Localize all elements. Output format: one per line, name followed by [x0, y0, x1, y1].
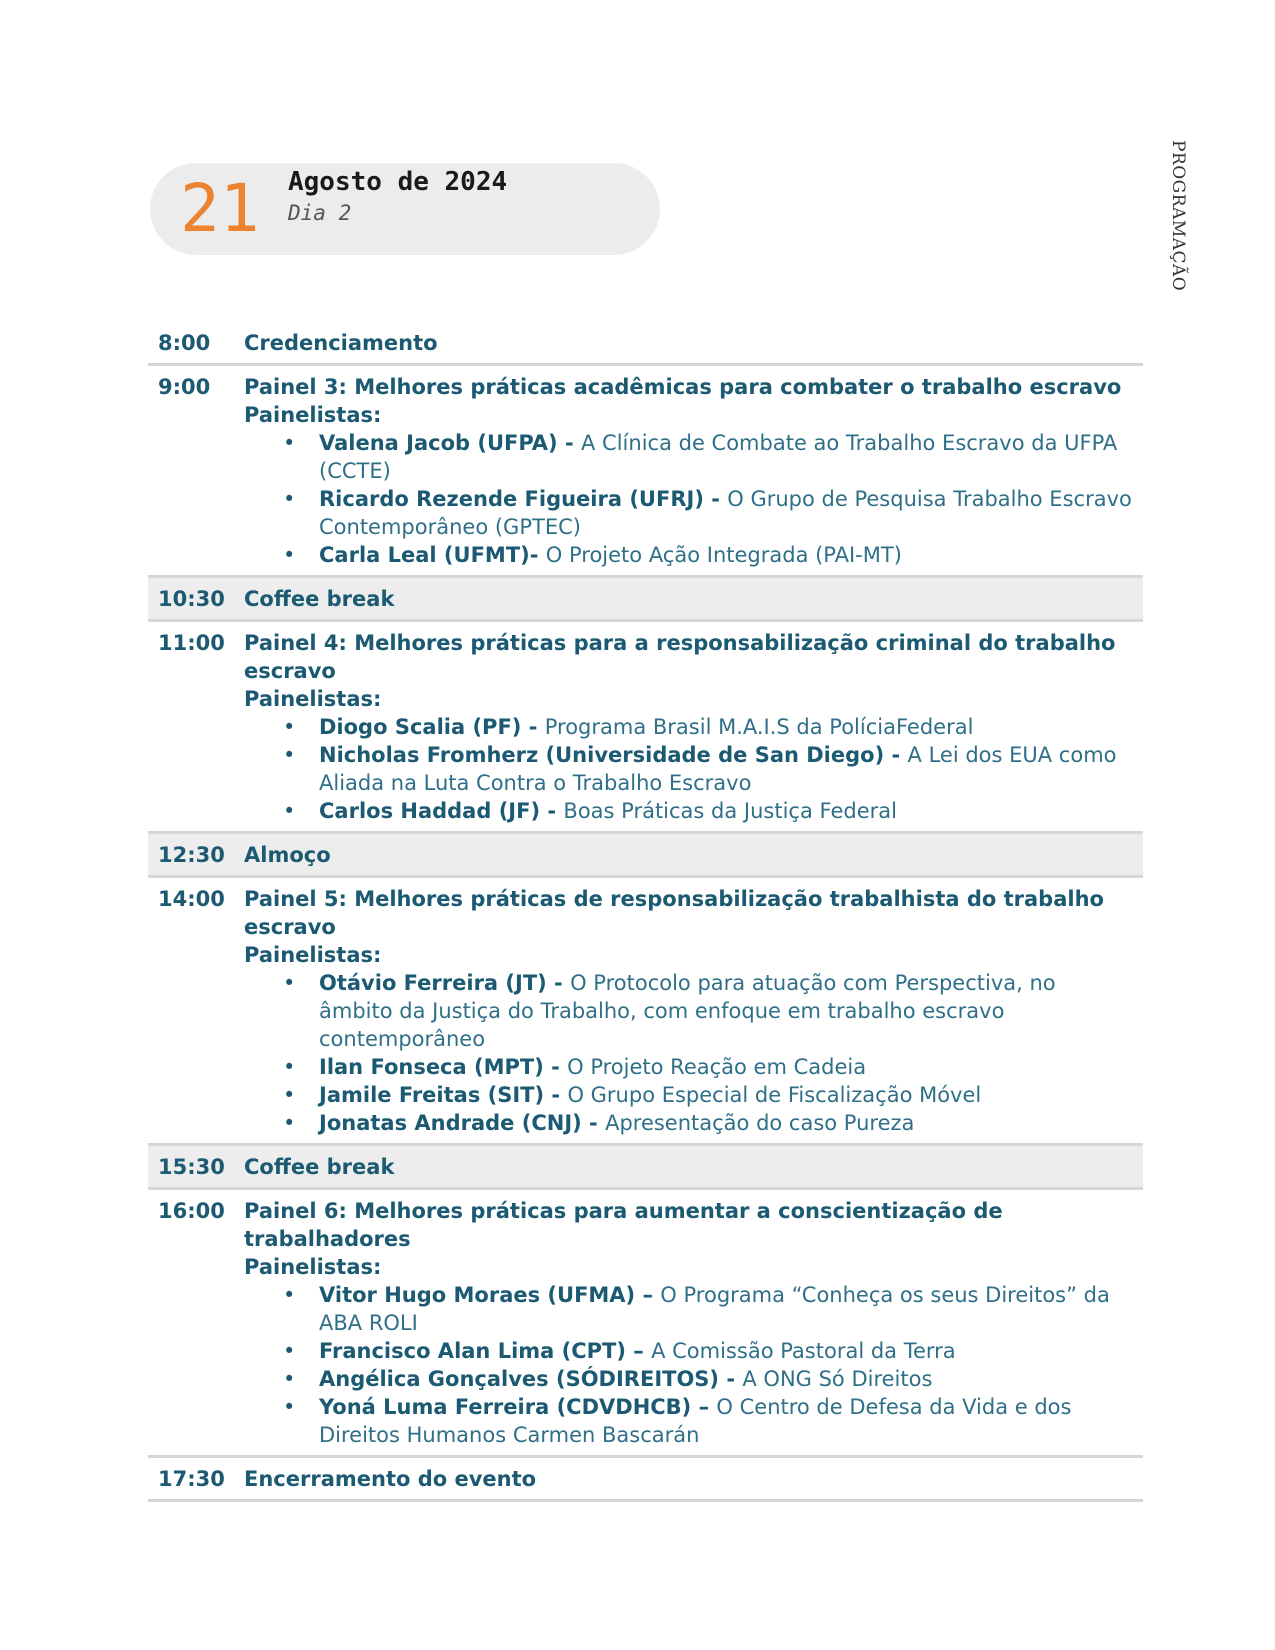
separator: - — [540, 799, 564, 823]
panelist-item — [319, 713, 1135, 741]
schedule-time: 8:00 — [158, 331, 211, 355]
panelist-item — [319, 541, 1135, 569]
panelist-name: Jonatas Andrade (CNJ) — [319, 1111, 582, 1135]
panelist-topic: Programa Brasil M.A.I.S da PolíciaFederal — [544, 715, 974, 739]
schedule-time: 14:00 — [158, 887, 225, 911]
schedule-row — [148, 878, 1143, 1146]
schedule-time: 10:30 — [158, 587, 225, 611]
schedule-time: 16:00 — [158, 1199, 225, 1223]
panelist-name: Valena Jacob (UFPA) — [319, 431, 558, 455]
panelist-list — [244, 1281, 1135, 1449]
separator: - — [557, 431, 582, 455]
panelist-name: Yoná Luma Ferreira (CDVDHCB) — [319, 1395, 692, 1419]
panelist-list — [244, 713, 1135, 825]
schedule-time: 11:00 — [158, 631, 225, 655]
separator: - — [703, 487, 728, 511]
panelist-item — [319, 429, 1135, 485]
session-title: Painel 5: Melhores práticas de responsabilização trabalhista do trabalho escravo — [244, 887, 1104, 939]
schedule-time: 9:00 — [158, 375, 211, 399]
section-side-label: PROGRAMAÇÃO — [1168, 140, 1188, 292]
panelist-item — [319, 741, 1135, 797]
panelist-topic: O Grupo Especial de Fiscalização Móvel — [567, 1083, 982, 1107]
schedule-row — [148, 578, 1143, 622]
schedule-time: 15:30 — [158, 1155, 225, 1179]
panelist-topic: A Lei dos EUA como Aliada na Luta Contra o Trabalho Escravo — [319, 743, 1117, 795]
panelist-list — [244, 969, 1135, 1137]
panelist-topic: Boas Práticas da Justiça Federal — [563, 799, 897, 823]
panelist-item — [319, 1053, 1135, 1081]
panelists-label: Painelistas: — [244, 1255, 382, 1279]
separator: - — [581, 1111, 606, 1135]
session-title: Coffee break — [244, 1155, 395, 1179]
panelist-item — [319, 1281, 1135, 1337]
separator: – — [625, 1339, 652, 1363]
panelist-item — [319, 1393, 1135, 1449]
panelist-item — [319, 1081, 1135, 1109]
panelist-name: Otávio Ferreira (JT) — [319, 971, 547, 995]
panelist-item — [319, 1365, 1135, 1393]
panelist-item — [319, 485, 1135, 541]
panelist-name: Vitor Hugo Moraes (UFMA) — [319, 1283, 636, 1307]
panelist-name: Nicholas Fromherz (Universidade de San Diego) — [319, 743, 885, 767]
day-label: Dia 2 — [288, 201, 352, 225]
panelist-topic: A ONG Só Direitos — [742, 1367, 933, 1391]
schedule-row — [148, 322, 1143, 366]
panelist-name: Diogo Scalia (PF) — [319, 715, 522, 739]
date-header — [150, 163, 660, 255]
panelist-name: Ilan Fonseca (MPT) — [319, 1055, 544, 1079]
schedule-content — [244, 1153, 1143, 1181]
session-title: Credenciamento — [244, 331, 438, 355]
schedule-content — [244, 329, 1143, 357]
schedule-time: 12:30 — [158, 843, 225, 867]
session-title: Painel 3: Melhores práticas acadêmicas para combater o trabalho escravo — [244, 375, 1122, 399]
session-title: Almoço — [244, 843, 331, 867]
panelist-topic: Apresentação do caso Pureza — [605, 1111, 915, 1135]
panelists-label: Painelistas: — [244, 687, 382, 711]
panelist-topic: A Clínica de Combate ao Trabalho Escravo da UFPA (CCTE) — [319, 431, 1118, 483]
schedule-row — [148, 366, 1143, 578]
separator: - — [719, 1367, 743, 1391]
schedule-row — [148, 834, 1143, 878]
panelist-name: Angélica Gonçalves (SÓDIREITOS) — [319, 1367, 720, 1391]
schedule-row — [148, 1458, 1143, 1502]
schedule-content — [244, 629, 1143, 825]
panelist-topic: O Protocolo para atuação com Perspectiva, no âmbito da Justiça do Trabalho, com enfoque em trabalho escravo contemporâneo — [319, 971, 1056, 1051]
schedule-row — [148, 1146, 1143, 1190]
month-year: Agosto de 2024 — [288, 167, 508, 197]
panelist-item — [319, 969, 1135, 1053]
session-title: Coffee break — [244, 587, 395, 611]
separator: - — [543, 1055, 568, 1079]
day-number: 21 — [180, 170, 260, 247]
separator: – — [635, 1283, 661, 1307]
panelist-name: Carlos Haddad (JF) — [319, 799, 541, 823]
panelist-name: Francisco Alan Lima (CPT) — [319, 1339, 626, 1363]
schedule-row — [148, 622, 1143, 834]
panelist-name: Ricardo Rezende Figueira (UFRJ) — [319, 487, 704, 511]
panelist-topic: O Projeto Ação Integrada (PAI-MT) — [545, 543, 902, 567]
separator: - — [546, 971, 571, 995]
schedule-content — [244, 885, 1143, 1137]
panelist-name: Carla Leal (UFMT)- — [319, 543, 539, 567]
separator: - — [884, 743, 908, 767]
separator: – — [691, 1395, 717, 1419]
schedule-content — [244, 373, 1143, 569]
separator: - — [544, 1083, 568, 1107]
panelist-name: Jamile Freitas (SIT) — [319, 1083, 545, 1107]
panelist-topic: A Comissão Pastoral da Terra — [651, 1339, 956, 1363]
separator: - — [521, 715, 545, 739]
panelist-topic: O Grupo de Pesquisa Trabalho Escravo Contemporâneo (GPTEC) — [319, 487, 1132, 539]
schedule-table — [148, 322, 1143, 1502]
schedule-content — [244, 1465, 1143, 1493]
session-title: Painel 6: Melhores práticas para aumentar a conscientização de trabalhadores — [244, 1199, 1003, 1251]
panelists-label: Painelistas: — [244, 403, 382, 427]
panelist-item — [319, 1109, 1135, 1137]
schedule-content — [244, 585, 1143, 613]
panelist-topic: O Projeto Reação em Cadeia — [567, 1055, 867, 1079]
panelist-list — [244, 429, 1135, 569]
schedule-content — [244, 1197, 1143, 1449]
panelists-label: Painelistas: — [244, 943, 382, 967]
session-title: Encerramento do evento — [244, 1467, 537, 1491]
panelist-topic: O Centro de Defesa da Vida e dos Direitos Humanos Carmen Bascarán — [319, 1395, 1072, 1447]
panelist-item — [319, 797, 1135, 825]
schedule-row — [148, 1190, 1143, 1458]
schedule-time: 17:30 — [158, 1467, 225, 1491]
panelist-item — [319, 1337, 1135, 1365]
separator — [538, 543, 545, 567]
session-title: Painel 4: Melhores práticas para a responsabilização criminal do trabalho escravo — [244, 631, 1116, 683]
panelist-topic: O Programa “Conheça os seus Direitos” da ABA ROLI — [319, 1283, 1110, 1335]
schedule-content — [244, 841, 1143, 869]
